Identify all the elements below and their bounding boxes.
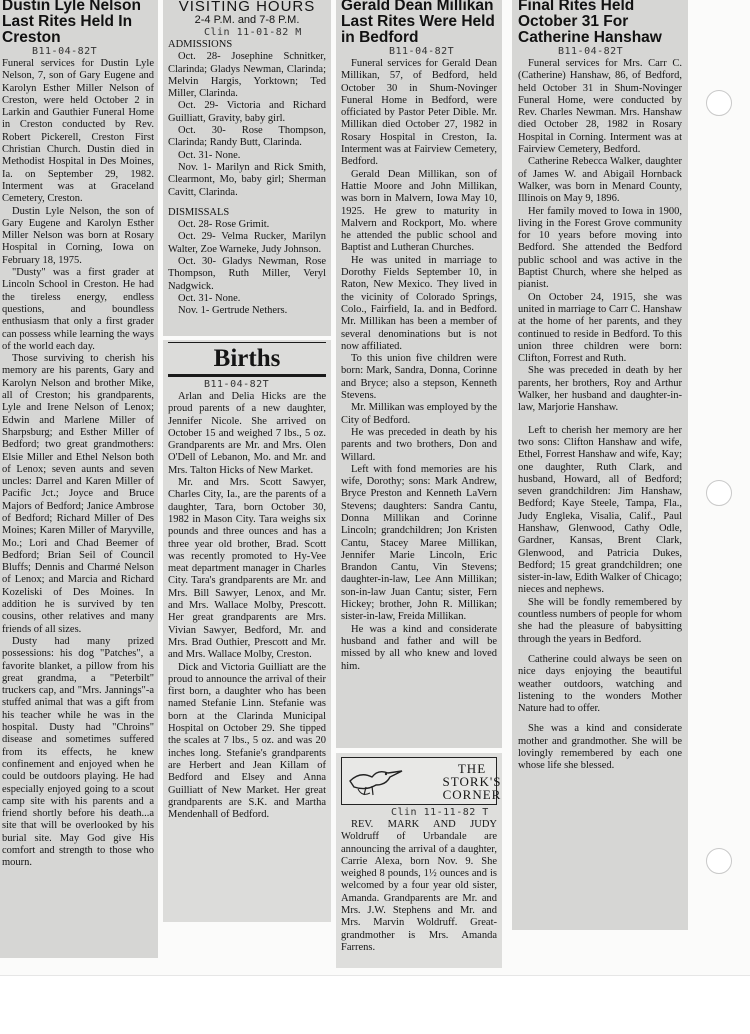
birth-announcement: Mr. and Mrs. Scott Sawyer, Charles City, Ia., are the parents of a daughter, Tara, born October 30, 1982 in Mason City. Tara weighs six pounds and three ounces and has a three year old brother, Brad. Scott was recently promoted to Hy-Vee meat department manager in Charles City. Tara's grandparents are Mr. and Mrs. Bill Sawyer, Lenox, and Mr. and Mrs. Wallace Molby, Prescott. Her great grandparents are Mrs. Vivian Sawyer, Bedford, Mr. and Mrs. Brad Outhier, Prescott and Mr. and Mrs. Wallace Molby, Creston. <box>168 477 326 661</box>
paragraph: He was united in marriage to Dorothy Fields September 10, in Raton, New Mexico. They lived in the vicinity of Colorado Springs, Colo., Fairfield, Ia. and in Bedford. Mr. Millikan has been a member of several denominations but is not now affiliated. <box>341 254 497 352</box>
handwritten-date: Clin 11-01-82 M <box>204 27 302 38</box>
paragraph: He was preceded in death by his parents and two brothers, Don and Willard. <box>341 426 497 463</box>
dismissals-label: DISMISSALS <box>168 206 230 218</box>
births-title: Births <box>213 345 281 372</box>
paragraph: He was a kind and considerate husband and father and will be missed by all who knew and loved him. <box>341 623 497 672</box>
handwritten-date: B11-04-82T <box>558 46 624 57</box>
page-bottom-margin <box>0 975 750 1034</box>
visiting-hours-title: VISITING HOURS <box>178 0 316 15</box>
obituary-hanshaw <box>512 0 688 930</box>
births-section <box>163 340 331 922</box>
paragraph: To this union five children were born: Mark, Sandra, Donna, Corinne and Bryce; also a stepson, Kenneth Stevens. <box>341 353 497 402</box>
paragraph: Left to cherish her memory are her two sons: Clifton Hanshaw and wife, Ethel, Forrest Hanshaw and wife, Kay; one daughter, Ruth Clark, and husband, Howard, all of Bedford; seven grandchildren: Jim Hanshaw, Bedford; Kaye Steele, Tampa, Fla., Judy Engleka, Visalia, Calif., Paul Hanshaw, Glenwood, Cathy Odle, Gardner, Kansas, Brent Clark, Glenwood, and Patricia Dukes, Bedford; 15 great grandchildren; one sister-in-law, Edith Walker of Chicago; nieces and nephews. <box>518 424 682 596</box>
paragraph: Funeral services for Mrs. Carr C. (Catherine) Hanshaw, 86, of Bedford, held October 31 in Shum-Novinger Funeral Home, were conducted by Rev. Charles Newman. Mrs. Hanshaw died October 28, 1982 in Rosary Hospital in Corning. Interment was at Fairview Cemetery, Bedford. <box>518 58 682 156</box>
paragraph: Funeral services for Dustin Lyle Nelson, 7, son of Gary Eugene and Karolyn Esther Miller Nelson of Creston, were held October 2 in Larkin and Gauthier Funeral Home in Creston conducted by Rev. Robert Pickerell, Creston First Christian Church. Dustin died in Methodist Hospital in Des Moines, Ia. on September 29, 1982. Interment was at Graceland Cemetery, Creston. <box>2 58 154 205</box>
title-line: THE <box>457 761 487 776</box>
paragraph: "Dusty" was a first grader at Lincoln School in Creston. He had the tireless energy, endless questions, and boundless enthusiasm that only a first grader can possess while learning the ways of the world each day. <box>2 267 154 352</box>
paragraph: Catherine could always be seen on nice days enjoying the beautiful weather outdoors, watching and listening to the wonders Mother Nature had to offer. <box>518 653 682 715</box>
dismissal-entry: Oct. 30- Gladys Newman, Rose Thompson, Ruth Miller, Veryl Nadgwick. <box>168 256 326 292</box>
obituary-nelson <box>0 0 158 958</box>
paragraph: REV. MARK AND JUDY Woldruff of Urbandale are announcing the arrival of a daughter, Carrie Alexa, born Nov. 9. She weighed 8 pounds, 1½ ounces and is welcomed by a four year old sister, Amanda. Grandparents are Mr. and Mrs. J.W. Stephens and Mr. and Mrs. Marvin Woldruff. Great-grandmother is Mrs. Amanda Farrens. <box>341 819 497 953</box>
paragraph: Catherine Rebecca Walker, daughter of James W. and Abigail Hornback Walker, was born in Menard County, Illinois on May 9, 1896. <box>518 156 682 205</box>
dismissal-entry: Oct. 29- Velma Rucker, Marilyn Walter, Zoe Warneke, Judy Johnson. <box>168 231 326 255</box>
headline: Final Rites Held October 31 For Catherine Hanshaw <box>518 0 662 46</box>
divider <box>168 374 326 377</box>
handwritten-date: Clin 11-11-82 T <box>391 807 489 818</box>
handwritten-date: B11-04-82T <box>389 46 455 57</box>
paragraph: She will be fondly remembered by countless numbers of people for whom she had the pleasure of babysitting through the years in Bedford. <box>518 596 682 645</box>
visiting-hours-time: 2-4 P.M. and 7-8 P.M. <box>194 14 300 26</box>
dismissal-entry: Oct. 31- None. <box>178 292 241 304</box>
punch-hole <box>706 848 732 874</box>
admission-entry: Oct. 28- Josephine Schnitker, Clarinda; Gladys Newman, Clarinda; Melvin Hargis, Yorktown; Ted Miller, Clarinda. <box>168 51 326 100</box>
paragraph: She was a kind and considerate mother and grandmother. She will be lovingly remembered by each one whose life she blessed. <box>518 723 682 772</box>
admissions-label: ADMISSIONS <box>168 39 233 50</box>
storks-corner <box>336 753 502 968</box>
birth-announcement: Arlan and Delia Hicks are the proud parents of a new daughter, Jennifer Nicole. She arrived on October 15 and weighed 7 lbs., 5 oz. Grandparents are Mr. and Mrs. Olen O'Dell of Lebanon, Mo. and Mr. and Mrs. Talton Hicks of New Market. <box>168 391 326 476</box>
admission-entry: Oct. 29- Victoria and Richard Guilliatt, Gravity, baby girl. <box>168 100 326 124</box>
punch-hole <box>706 90 732 116</box>
divider <box>168 342 326 343</box>
handwritten-date: B11-04-82T <box>32 46 98 57</box>
admission-entry: Nov. 1- Marilyn and Rick Smith, Clearmont, Mo, baby girl; Sherman Cavitt, Clarinda. <box>168 161 326 198</box>
admission-entry: Oct. 31- None. <box>178 149 241 161</box>
dismissal-entry: Oct. 28- Rose Grimit. <box>178 219 270 231</box>
paragraph: She was preceded in death by her parents, her brothers, Roy and Arthur Walker, her husband and daughter-in-law, Marjorie Hanshaw. <box>518 365 682 414</box>
paragraph: Her family moved to Iowa in 1900, living in the Forest Grove community for 10 years before moving into Bedford. She attended the Bedford public school and was active in the Baptist Church, where she helped as pianist. <box>518 205 682 291</box>
storks-corner-banner <box>341 757 502 805</box>
admission-entry: Oct. 30- Rose Thompson, Clarinda; Randy Butt, Clarinda. <box>168 125 326 149</box>
obituary-millikan <box>336 0 502 748</box>
paragraph: On October 24, 1915, she was united in marriage to Carr C. Hanshaw at the home of her parents, and they continued to reside in Bedford. To this union three children were born: Clifton, Forrest and Ruth. <box>518 291 682 365</box>
paragraph: Gerald Dean Millikan, son of Hattie Moore and John Millikan, was born in Malvern, Iowa May 10, 1925. He grew to maturity in Malvern and Rockport, Mo. where he attended the public school and Baptist and Lutheran Churches. <box>341 168 497 254</box>
headline: Dustin Lyle Nelson Last Rites Held In Creston <box>2 0 141 46</box>
paragraph: Mr. Millikan was employed by the City of Bedford. <box>341 402 497 426</box>
title-line: STORK'S <box>442 774 502 789</box>
paragraph: Those surviving to cherish his memory are his parents, Gary and Karolyn Nelson and brother Mike, all of Creston; his grandparents, Lyle and Irene Nelson of Lenox; Edwin and Marlene Miller of Sharpsburg; and Esther Miller of Bedford; two great grandmothers: Elsie Miller and Ethel Nelson both of Lenox; seven aunts and seven uncles: Darrel and Karen Miller of Pacific Jct.; Joyce and Bruce Majors of Bedford; Janice Ambrose of Bedford; Richard Miller of Des Moines; Karen Miller of Maryville, Mo.; Lori and Chad Beemer of Bedford; Brian Seil of Council Bluffs; Dennis and Charmé Nelson of Lenox; and Marcia and Richard Kozeliski of Des Moines. In addition he is survived by ten cousins, other relatives and many friends of all sizes. <box>2 353 154 635</box>
paragraph: Dustin Lyle Nelson, the son of Gary Eugene and Karolyn Esther Miller Nelson was born at Rosary Hospital in Corning, Iowa on February 18, 1975. <box>2 205 154 266</box>
paragraph: Funeral services for Gerald Dean Millikan, 57, of Bedford, held October 30 in Shum-Novinger Funeral Home in Bedford, were officiated by Pastor Peter Dible. Mr. Millikan died October 27, 1982 in Rosary Hospital in Creston, Ia. Interment was at Fairview Cemetery, Bedford. <box>341 58 497 168</box>
punch-hole <box>706 480 732 506</box>
paragraph: Dusty had many prized possessions: his dog "Patches", a favorite blanket, a pillow from his great grandma, a "Peterbilt" truckers cap, and "Mrs. Jannings"-a stuffed animal that was a gift from his teacher while he was in the hospital. Dusty had "Chroins" disease and sometimes suffered from its effects, he knew confinement and enjoyed when he could be outdoors playing. He had especially enjoyed going to a scout camp site with his parents and a friend shortly before his death...a site that will be overlooked by his burial site. May God give His comfort and strength to those who mourn. <box>2 635 154 869</box>
paragraph: Left with fond memories are his wife, Dorothy; sons: Mark Andrew, Bryce Preston and Kenneth LaVern Stevens; daughters: Sandra Cantu, Donna Millikan and Corinne Lincoln; grandchildren; Jon Kristen Cantu, Stacey Maree Millikan, Jennifer Marie Lincoln, Eric Brandon Cantu, Vin Stevens; daughter-in-law, Lee Ann Millikan; son-in-law Juan Cantu; sister, Fern Hickey; brother, John R. Millikan; sister-in-law, Freida Millikan. <box>341 463 497 623</box>
handwritten-date: B11-04-82T <box>204 379 270 390</box>
hospital-notes <box>163 0 331 336</box>
title-line: CORNER <box>442 787 502 802</box>
headline: Gerald Dean Millikan Last Rites Were Held in Bedford <box>341 0 495 46</box>
stork-icon <box>346 763 408 799</box>
storks-corner-title <box>412 762 502 801</box>
dismissal-entry: Nov. 1- Gertrude Nethers. <box>178 305 288 317</box>
birth-announcement: Dick and Victoria Guilliatt are the proud to announce the arrival of their first born, a daughter who has been named Stefanie Linn. Stefanie was born at the Clarinda Municipal Hospital on October 29. She tipped the scales at 7 lbs., 5 oz. and was 20 inches long. Stefanie's grandparents are Herbert and Jean Killam of Bedford and Elsey and Anna Guilliatt of New Market. Her great grandparents are S.K. and Martha Mendenhall of Bedford. <box>168 661 326 821</box>
